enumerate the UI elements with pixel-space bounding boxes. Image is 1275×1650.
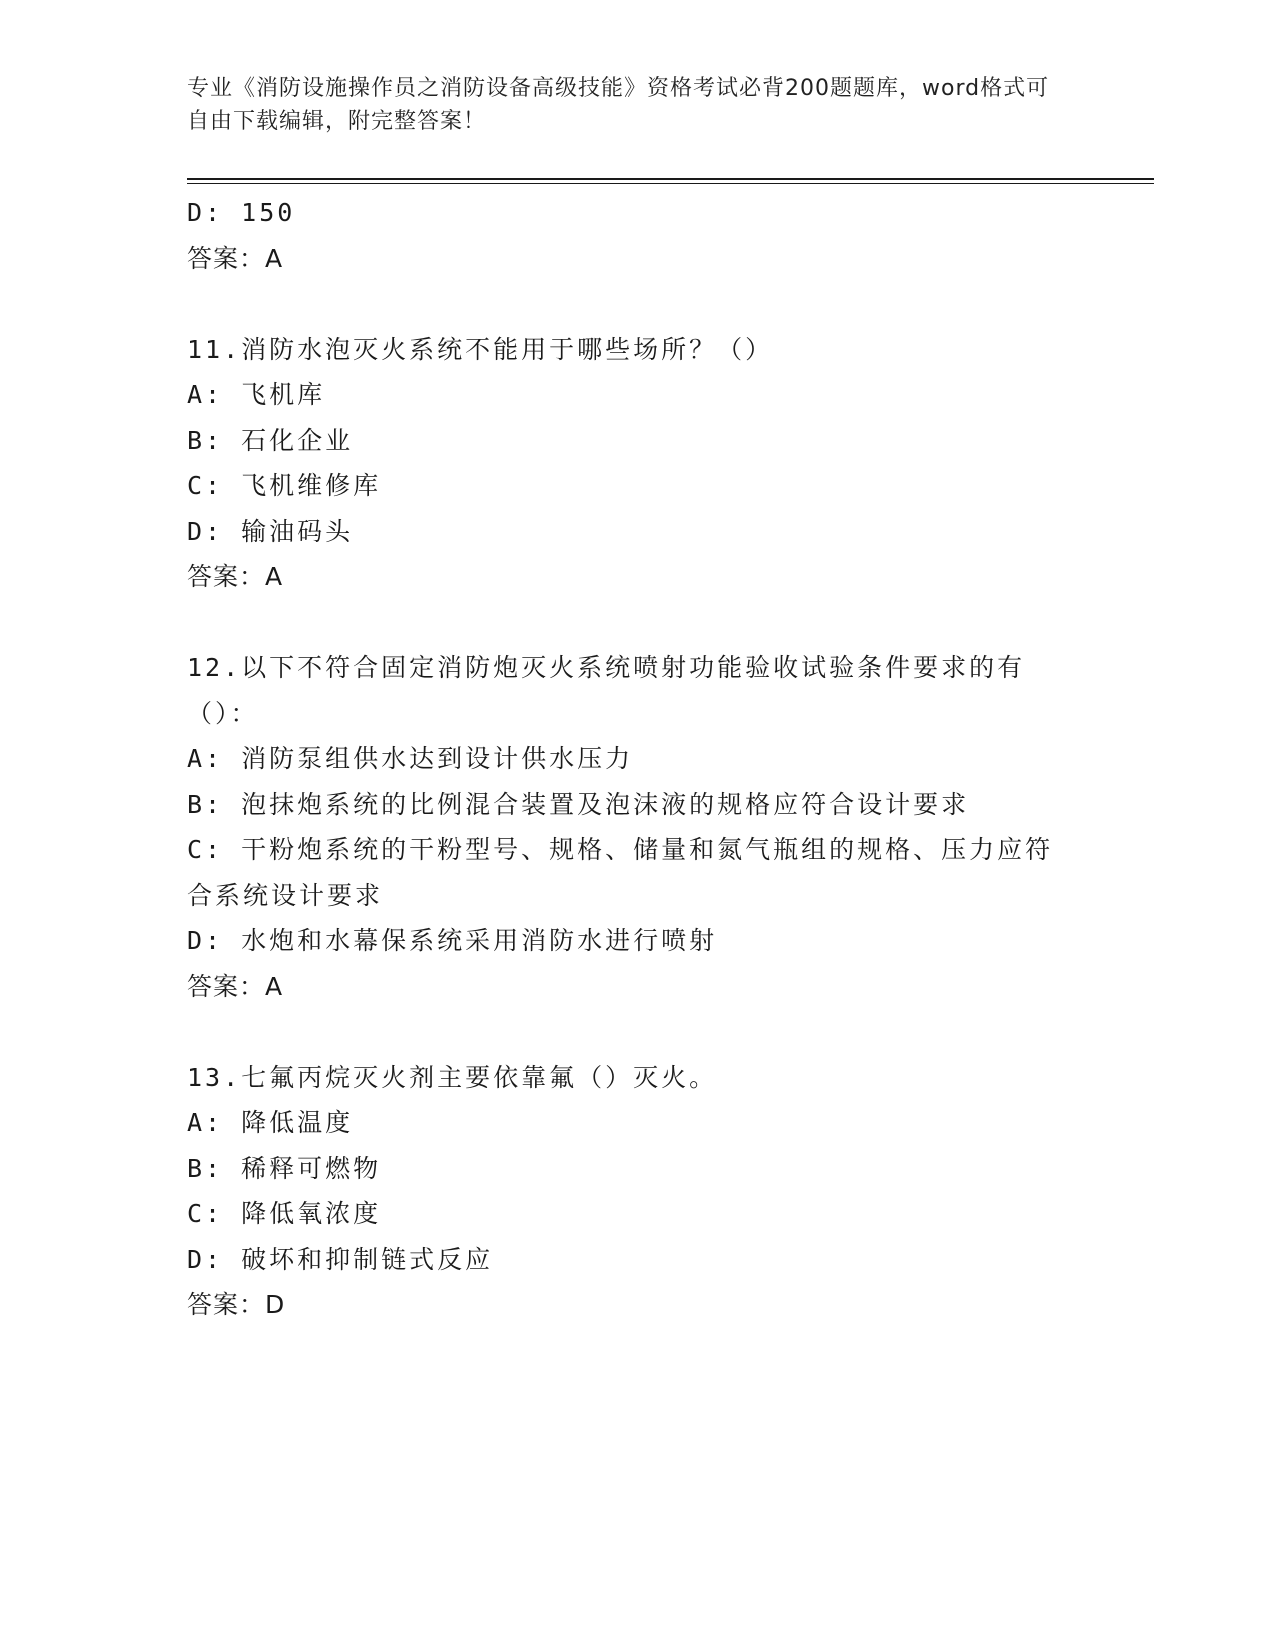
question-answer: 答案：A <box>187 971 284 1001</box>
document-header: 专业《消防设施操作员之消防设备高级技能》资格考试必背200题题库，word格式可自由下载编辑，附完整答案！ <box>187 76 1050 134</box>
carryover-answer: 答案：A <box>187 243 284 273</box>
option-d: D: 输油码头 <box>187 516 354 546</box>
question-11 <box>187 327 1087 600</box>
spacer <box>187 1009 1087 1055</box>
question-answer: 答案：A <box>187 562 284 591</box>
question-stem: 12.以下不符合固定消防炮灭火系统喷射功能验收试验条件要求的有（）： <box>187 653 1026 728</box>
option-b: B: 石化企业 <box>187 425 354 455</box>
question-12 <box>187 645 1087 1009</box>
carryover-option-d: D: 150 <box>187 198 296 227</box>
header-divider-thin <box>187 183 1154 184</box>
header-divider-thick <box>187 178 1154 180</box>
option-d: D: 水炮和水幕保系统采用消防水进行喷射 <box>187 926 718 955</box>
question-stem: 11.消防水泡灭火系统不能用于哪些场所？（） <box>187 334 774 364</box>
question-answer: 答案：D <box>187 1290 286 1319</box>
option-d: D: 破坏和抑制链式反应 <box>187 1244 494 1274</box>
option-c: C: 干粉炮系统的干粉型号、规格、储量和氮气瓶组的规格、压力应符合系统设计要求 <box>187 835 1054 910</box>
option-a: A: 降低温度 <box>187 1108 354 1137</box>
question-stem: 13.七氟丙烷灭火剂主要依靠氟（）灭火。 <box>187 1062 718 1092</box>
option-b: B: 稀释可燃物 <box>187 1153 382 1183</box>
option-b: B: 泡抹炮系统的比例混合装置及泡沫液的规格应符合设计要求 <box>187 789 970 819</box>
spacer <box>187 281 1087 327</box>
question-list <box>187 190 1087 1328</box>
option-c: C: 降低氧浓度 <box>187 1199 382 1228</box>
option-a: A: 飞机库 <box>187 380 326 409</box>
option-a: A: 消防泵组供水达到设计供水压力 <box>187 744 634 773</box>
question-13 <box>187 1055 1087 1328</box>
spacer <box>187 600 1087 646</box>
option-c: C: 飞机维修库 <box>187 471 382 500</box>
